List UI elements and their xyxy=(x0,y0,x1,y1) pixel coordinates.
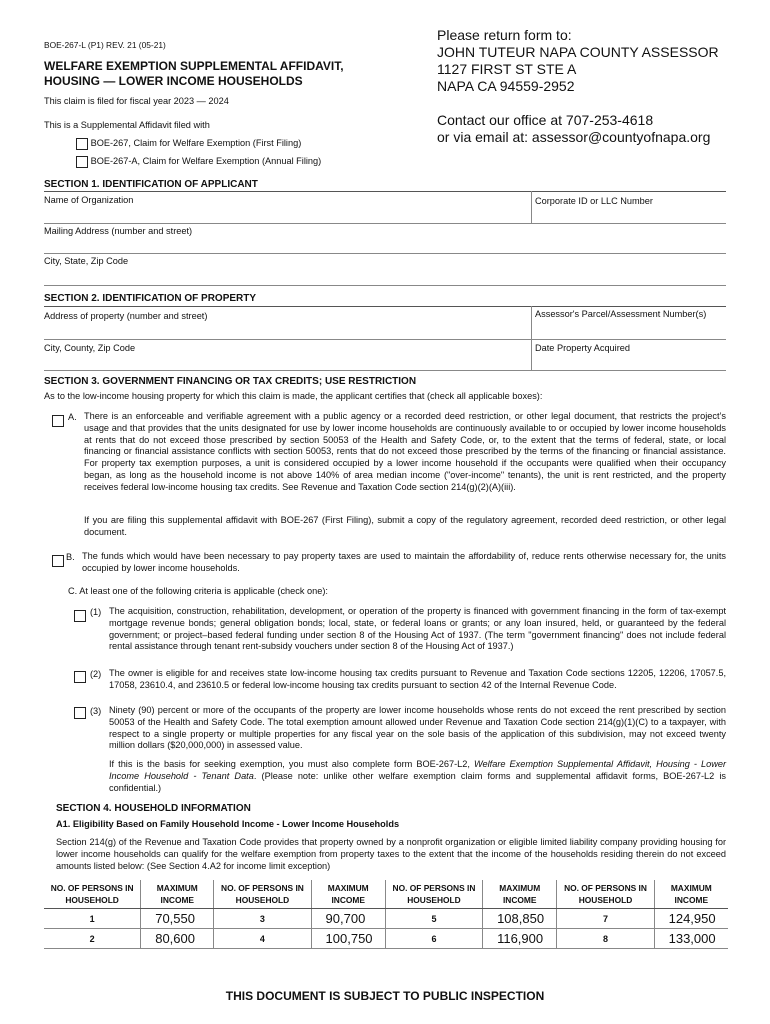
criterion-c1-label: (1) xyxy=(90,607,102,617)
option-first-filing[interactable] xyxy=(76,137,301,150)
corp-id-label: Corporate ID or LLC Number xyxy=(535,196,653,206)
income-cell: 116,900 xyxy=(483,929,557,949)
col-income-header: MAXIMUM INCOME xyxy=(483,880,557,909)
income-table-header xyxy=(44,880,728,909)
persons-cell: 3 xyxy=(214,909,311,929)
date-acquired-label: Date Property Acquired xyxy=(535,343,630,353)
col-income-header: MAXIMUM INCOME xyxy=(141,880,214,909)
section3-intro: As to the low-income housing property for which this claim is made, the applicant certifies that (check all applicable boxes): xyxy=(44,391,543,401)
first-filing-checkbox[interactable] xyxy=(76,138,88,150)
return-line3: 1127 FIRST ST STE A xyxy=(437,61,577,77)
criterion-c-text: C. At least one of the following criteria is applicable (check one): xyxy=(68,586,328,596)
return-address xyxy=(437,27,719,95)
income-cell: 124,950 xyxy=(654,909,728,929)
mailing-address-field[interactable] xyxy=(44,224,726,252)
criterion-c1-text: The acquisition, construction, rehabilitation, development, or operation of the property is financed with government financing in the form of tax-exempt mortgage revenue bonds; general obligation bonds; local, state, or federal loans or grants; or any loan insured, held, or guaranteed by the federal government; or project–based federal funding under section 8 of the Housing Act of 1937. (The term "government financing" does not include federal rental assistance through tenant rent-subsidy vouchers under section 8 of the Housing Act of 1937.) xyxy=(109,606,726,652)
filed-with-text: This is a Supplemental Affidavit filed with xyxy=(44,120,210,130)
criterion-c3-checkbox[interactable] xyxy=(74,704,86,722)
persons-cell: 4 xyxy=(214,929,311,949)
col-income-header: MAXIMUM INCOME xyxy=(311,880,385,909)
org-name-field[interactable] xyxy=(44,192,530,222)
persons-cell: 6 xyxy=(385,929,482,949)
criterion-c2-checkbox[interactable] xyxy=(74,668,86,686)
criterion-a-checkbox[interactable] xyxy=(52,412,64,430)
city-state-zip-label: City, State, Zip Code xyxy=(44,256,129,266)
public-inspection-notice: THIS DOCUMENT IS SUBJECT TO PUBLIC INSPECTION xyxy=(225,989,545,1003)
col-persons-header: NO. OF PERSONS IN HOUSEHOLD xyxy=(557,880,654,909)
criterion-c3-note: If this is the basis for seeking exemption, you must also complete form BOE-267-L2, Welfare Exemption Supplemental Affidavit, Housing - Lower Income Household - Tenant Data. (Please note: unlike other welfare exemption claim forms and supplemental affidavit forms, BOE-267-L2 is confidential.) xyxy=(109,759,726,793)
return-line2: JOHN TUTEUR NAPA COUNTY ASSESSOR xyxy=(437,44,719,60)
date-acquired-field[interactable] xyxy=(532,340,726,369)
income-cell: 133,000 xyxy=(654,929,728,949)
form-title-line1: WELFARE EXEMPTION SUPPLEMENTAL AFFIDAVIT, xyxy=(44,59,344,73)
property-address-label: Address of property (number and street) xyxy=(44,311,208,321)
income-cell: 80,600 xyxy=(141,929,214,949)
criterion-a-text: There is an enforceable and verifiable agreement with a public agency or a recorded deed restriction, or other legal document, that restricts the project’s usage and that provides that the units designated for use by lower income households are continuously available to or occupied by lower income households at rents that do not exceed those prescribed by section 50053 of the Health and Safety Code, or, to the extent that the terms of federal, state, or local financing or financial assistance conflicts with section 50053, rents that do not exceed those prescribed by the terms of the financing or financial assistance. For property tax exemption purposes, a unit is considered occupied by a lower income household if the occupants were qualified when their occupancy began, as long as the household income is not above 140% of area median income ("over-income" tenants), the unit is rent restricted, and the property receives federal low-income housing tax credits. See Revenue and Taxation Code section 214(g)(2)(A)(iii). xyxy=(84,411,726,492)
income-cell: 108,850 xyxy=(483,909,557,929)
criterion-a-label: A. xyxy=(68,412,77,422)
criterion-c3-label: (3) xyxy=(90,706,102,716)
section3-heading: SECTION 3. GOVERNMENT FINANCING OR TAX CREDITS; USE RESTRICTION xyxy=(44,376,417,387)
form-title xyxy=(44,59,344,89)
criterion-c3-text: Ninety (90) percent or more of the occupants of the property are lower income households whose rents do not exceed the rent prescribed by section 50053 of the Health and Safety Code. The total exemption amount allowed under Revenue and Taxation Code section 214(g)(1)(C) to a taxpayer, with respect to a single property or multiple properties for any fiscal year on the sole basis of the application of this subdivision, may not exceed twenty million dollars ($20,000,000) in assessed value. xyxy=(109,705,726,751)
contact-email: or via email at: assessor@countyofnapa.org xyxy=(437,129,711,145)
persons-cell: 2 xyxy=(44,929,141,949)
table-row xyxy=(44,909,728,929)
income-cell: 90,700 xyxy=(311,909,385,929)
property-city-label: City, County, Zip Code xyxy=(44,343,136,353)
form-title-line2: HOUSING — LOWER INCOME HOUSEHOLDS xyxy=(44,74,303,88)
income-cell: 100,750 xyxy=(311,929,385,949)
col-income-header: MAXIMUM INCOME xyxy=(654,880,728,909)
parcel-number-label: Assessor's Parcel/Assessment Number(s) xyxy=(535,309,707,319)
col-persons-header: NO. OF PERSONS IN HOUSEHOLD xyxy=(385,880,482,909)
criterion-c2-label: (2) xyxy=(90,669,102,679)
property-address-field[interactable] xyxy=(44,307,530,338)
section2-heading: SECTION 2. IDENTIFICATION OF PROPERTY xyxy=(44,293,257,304)
mailing-address-label: Mailing Address (number and street) xyxy=(44,226,193,236)
section4-heading: SECTION 4. HOUSEHOLD INFORMATION xyxy=(56,803,251,814)
section1-heading: SECTION 1. IDENTIFICATION OF APPLICANT xyxy=(44,179,258,190)
option-annual-filing[interactable] xyxy=(76,155,321,168)
persons-cell: 1 xyxy=(44,909,141,929)
criterion-a-note: If you are filing this supplemental affidavit with BOE-267 (First Filing), submit a copy of the regulatory agreement, recorded deed restriction, or other legal document. xyxy=(84,515,726,537)
criterion-b-text: The funds which would have been necessary to pay property taxes are used to maintain the affordability of, reduce rents otherwise necessary for, the units occupied by lower income households. xyxy=(82,551,726,573)
annual-filing-checkbox[interactable] xyxy=(76,156,88,168)
corp-id-field[interactable] xyxy=(532,192,726,222)
contact-phone: Contact our office at 707-253-4618 xyxy=(437,112,654,128)
property-city-field[interactable] xyxy=(44,340,530,369)
return-line1: Please return form to: xyxy=(437,27,572,43)
first-filing-label: BOE-267, Claim for Welfare Exemption (First Filing) xyxy=(90,138,302,148)
criterion-c1-checkbox[interactable] xyxy=(74,607,86,625)
org-name-label: Name of Organization xyxy=(44,195,134,205)
city-state-zip-field[interactable] xyxy=(44,254,726,284)
parcel-number-field[interactable] xyxy=(532,307,726,338)
income-cell: 70,550 xyxy=(141,909,214,929)
criterion-b-checkbox[interactable] xyxy=(52,552,64,570)
persons-cell: 8 xyxy=(557,929,654,949)
contact-info xyxy=(437,112,710,146)
col-persons-header: NO. OF PERSONS IN HOUSEHOLD xyxy=(214,880,311,909)
form-id: BOE-267-L (P1) REV. 21 (05-21) xyxy=(44,40,166,50)
section4-subheading: A1. Eligibility Based on Family Household Income - Lower Income Households xyxy=(56,819,400,829)
table-row xyxy=(44,929,728,949)
col-persons-header: NO. OF PERSONS IN HOUSEHOLD xyxy=(44,880,141,909)
persons-cell: 5 xyxy=(385,909,482,929)
persons-cell: 7 xyxy=(557,909,654,929)
annual-filing-label: BOE-267-A, Claim for Welfare Exemption (Annual Filing) xyxy=(90,156,322,166)
section4-text: Section 214(g) of the Revenue and Taxation Code provides that property owned by a nonprofit organization or eligible limited liability company providing housing for lower income households can qualify for the welfare exemption from property taxes to the extent that the income of the households residing therein do not exceed amounts listed below: (See Section 4.A2 for income limit exception) xyxy=(56,837,726,871)
fiscal-year-text: This claim is filed for fiscal year 2023 — 2024 xyxy=(44,96,229,106)
criterion-b-label: B. xyxy=(66,552,75,562)
criterion-c2-text: The owner is eligible for and receives state low-income housing tax credits pursuant to Revenue and Taxation Code sections 12205, 12206, 17057.5, 17058, 23610.4, and 23610.5 or federal low-income housing tax credits pursuant to section 42 of the Internal Revenue Code. xyxy=(109,668,726,690)
income-limits-table xyxy=(44,880,728,949)
return-line4: NAPA CA 94559-2952 xyxy=(437,78,575,94)
tenant-data-form-title: Welfare Exemption Supplemental Affidavit, Housing - Lower Income Household - Tenant Data xyxy=(109,759,726,781)
